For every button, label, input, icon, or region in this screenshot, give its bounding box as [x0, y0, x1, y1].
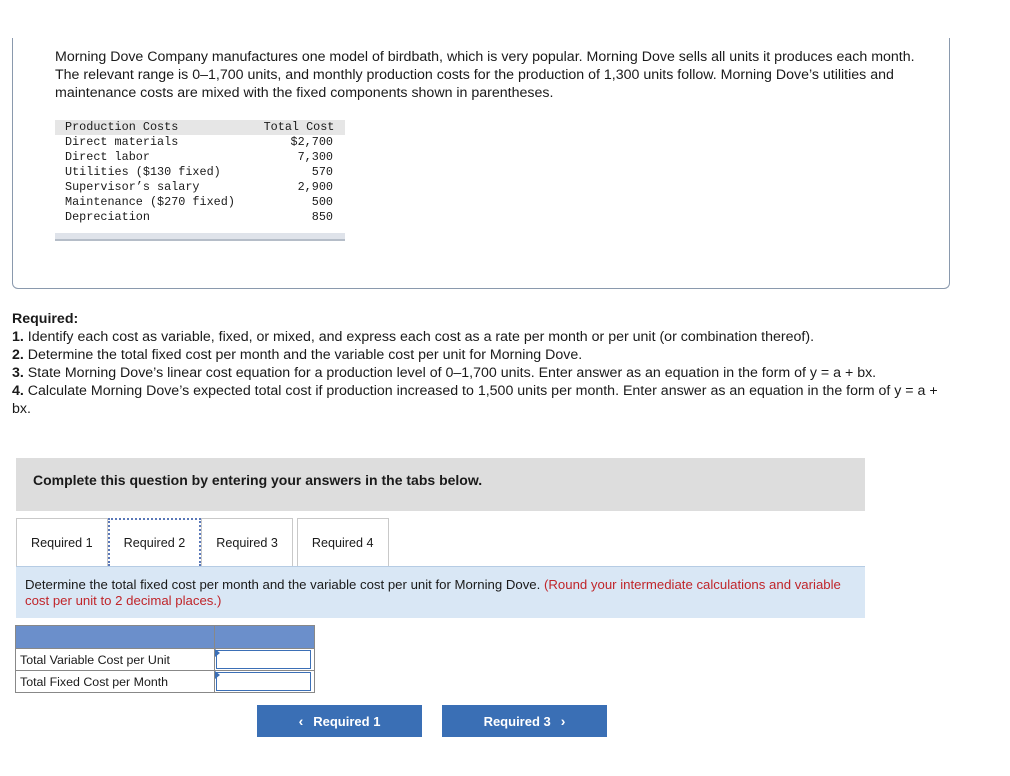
tab-required-3[interactable]: Required 3 [201, 518, 293, 566]
prev-required-button[interactable] [257, 705, 422, 737]
input-marker-icon [215, 671, 220, 679]
required-tabs [16, 518, 389, 566]
cost-label: Direct materials [65, 135, 179, 149]
tab-required-2[interactable]: Required 2 [108, 518, 202, 566]
required-text: Calculate Morning Dove’s expected total cost if production increased to 1,500 units per month. Enter answer as an equation in the form of y = a + bx. [12, 383, 938, 417]
required-item-1 [12, 328, 947, 346]
problem-intro: Morning Dove Company manufactures one model of birdbath, which is very popular. Morning Dove sells all units it produces each month. The relevant range is 0–1,700 units, and monthly production costs for the production of 1,300 units follow. Morning Dove’s utilities and maintenance costs are mixed with the fixed components shown in parentheses. [55, 49, 915, 101]
cost-value: 850 [311, 210, 333, 224]
cost-label: Depreciation [65, 210, 150, 224]
header-total-cost: Total Cost [263, 120, 335, 134]
prev-button-label: Required 1 [313, 713, 381, 729]
cost-row [55, 210, 345, 225]
input-marker-icon [215, 649, 220, 657]
required-num: 2. [12, 347, 24, 363]
cost-table-header [55, 120, 345, 135]
cost-value: 7,300 [297, 150, 333, 164]
next-required-button[interactable] [442, 705, 607, 737]
required-item-3 [12, 364, 947, 382]
cost-label: Utilities ($130 fixed) [65, 165, 221, 179]
cost-table-footer [55, 233, 345, 241]
required-num: 4. [12, 383, 24, 399]
tab-required-1[interactable]: Required 1 [16, 518, 108, 566]
variable-cost-per-unit-input[interactable] [216, 650, 311, 669]
cost-value: $2,700 [290, 135, 333, 149]
cost-row [55, 150, 345, 165]
required-item-2 [12, 346, 947, 364]
required-heading: Required: [12, 311, 79, 327]
required-text: Identify each cost as variable, fixed, or mixed, and express each cost as a rate per month or per unit (or combination thereof). [23, 329, 815, 345]
instruction-panel [16, 566, 865, 618]
answer-table-header [16, 626, 315, 649]
next-button-label: Required 3 [483, 713, 551, 729]
cost-value: 570 [311, 165, 333, 179]
answer-cell [215, 671, 315, 693]
cost-row [55, 195, 345, 210]
answer-header-cell [16, 626, 215, 649]
table-row [16, 649, 315, 671]
cost-row [55, 135, 345, 150]
cost-label: Maintenance ($270 fixed) [65, 195, 235, 209]
cost-label: Direct labor [65, 150, 150, 164]
cost-row [55, 165, 345, 180]
required-num: 3. [12, 365, 24, 381]
instruction-text: Determine the total fixed cost per month and the variable cost per unit for Morning Dove. [25, 577, 544, 592]
cost-row [55, 180, 345, 195]
chevron-left-icon: ‹ [298, 713, 304, 729]
required-num: 1. [12, 329, 24, 345]
answer-header-cell [215, 626, 315, 649]
answer-table [15, 625, 315, 693]
required-section [12, 310, 947, 418]
required-item-4 [12, 382, 947, 418]
chevron-right-icon: › [560, 713, 566, 729]
answer-label: Total Variable Cost per Unit [16, 649, 215, 671]
cost-value: 500 [311, 195, 333, 209]
required-text: Determine the total fixed cost per month and the variable cost per unit for Morning Dove. [23, 347, 583, 363]
table-row [16, 671, 315, 693]
header-production-costs: Production Costs [65, 120, 179, 134]
problem-box [12, 38, 950, 289]
cost-label: Supervisor’s salary [65, 180, 200, 194]
production-costs-table [55, 120, 345, 241]
fixed-cost-per-month-input[interactable] [216, 672, 311, 691]
answer-label: Total Fixed Cost per Month [16, 671, 215, 693]
instruction-note: (Round your intermediate calculations and variable cost per unit to 2 decimal places.) [25, 577, 841, 608]
complete-banner: Complete this question by entering your answers in the tabs below. [16, 458, 865, 511]
answer-cell [215, 649, 315, 671]
cost-value: 2,900 [297, 180, 333, 194]
tab-required-4[interactable]: Required 4 [297, 518, 389, 566]
required-text: State Morning Dove’s linear cost equation for a production level of 0–1,700 units. Enter answer as an equation in the form of y = a + bx. [23, 365, 877, 381]
